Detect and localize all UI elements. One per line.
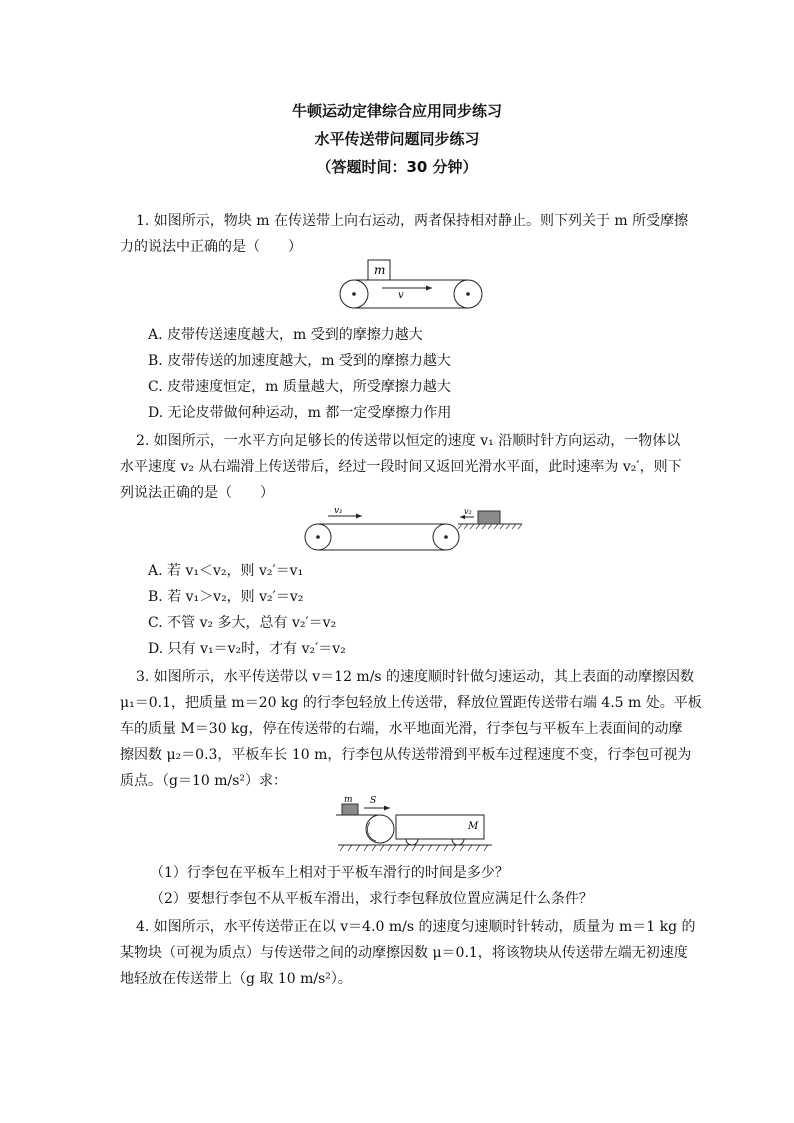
q1-option-c: C. 皮带速度恒定，m 质量越大，所受摩擦力越大 — [148, 379, 451, 395]
q1-stem-line2: 力的说法中正确的是（ ） — [120, 239, 302, 255]
q2-option-d: D. 只有 v₁＝v₂时，才有 v₂′＝v₂ — [148, 641, 346, 657]
q2-figure-conveyor — [300, 502, 530, 556]
q2-option-c: C. 不管 v₂ 多大，总有 v₂′＝v₂ — [148, 615, 337, 631]
title-time: （答题时间：30 分钟） — [316, 158, 478, 176]
q2-v1-label: v₁ — [334, 506, 343, 516]
q1-option-b: B. 皮带传送的加速度越大，m 受到的摩擦力越大 — [148, 353, 451, 369]
q3-roller — [366, 815, 394, 843]
q2-v2-label: v₂ — [464, 507, 472, 516]
q1-block-label: m — [374, 263, 386, 277]
q3-sub1: （1）行李包在平板车上相对于平板车滑行的时间是多少？ — [150, 865, 509, 881]
q3-stem-line5: 质点。（g＝10 m/s²）求： — [120, 773, 288, 789]
q1-figure-conveyor — [332, 258, 492, 314]
q3-figure-conveyor-cart — [336, 792, 494, 856]
title-main: 牛顿运动定律综合应用同步练习 — [291, 102, 502, 120]
q4-stem-line1: 4. 如图所示，水平传送带正在以 v＝4.0 m/s 的速度匀速顺时针转动，质量为 m＝1 kg 的 — [136, 919, 696, 935]
q2-stem-line2: 水平速度 v₂ 从右端滑上传送带后，经过一段时间又返回光滑水平面，此时速率为 v₂′，则下 — [120, 459, 682, 475]
q1-arrow-label: v — [398, 290, 404, 301]
q2-stem-line3: 列说法正确的是（ ） — [120, 485, 274, 501]
q2-option-a: A. 若 v₁＜v₂，则 v₂′＝v₁ — [148, 563, 304, 579]
q2-stem-line1: 2. 如图所示，一水平方向足够长的传送带以恒定的速度 v₁ 沿顺时针方向运动，一物体以 — [136, 433, 681, 449]
q3-stem-line2: μ₁＝0.1，把质量 m＝20 kg 的行李包轻放上传送带，释放位置距传送带右端 4.5 m 处。平板 — [120, 695, 702, 711]
q3-cart-label: M — [468, 821, 479, 832]
q2-block — [478, 511, 500, 524]
q1-option-a: A. 皮带传送速度越大，m 受到的摩擦力越大 — [148, 327, 423, 343]
q4-stem-line3: 地轻放在传送带上（g 取 10 m/s²）。 — [120, 971, 352, 987]
title-sub: 水平传送带问题同步练习 — [314, 130, 480, 148]
q4-stem-line2: 某物块（可视为质点）与传送带之间的动摩擦因数 μ＝0.1，将该物块从传送带左端无初速度 — [120, 945, 688, 961]
q3-sub2: （2）要想行李包不从平板车滑出，求行李包释放位置应满足什么条件？ — [150, 891, 593, 907]
q3-block — [342, 804, 358, 815]
q3-block-label: m — [344, 795, 353, 805]
q3-stem-line4: 擦因数 μ₂＝0.3，平板车长 10 m，行李包从传送带滑到平板车过程速度不变，行李包可视为 — [120, 747, 692, 763]
q2-option-b: B. 若 v₁＞v₂，则 v₂′＝v₂ — [148, 589, 304, 605]
q1-stem-line1: 1. 如图所示，物块 m 在传送带上向右运动，两者保持相对静止。则下列关于 m 所受摩擦 — [136, 213, 689, 229]
q3-stem-line3: 车的质量 M＝30 kg，停在传送带的右端，水平地面光滑，行李包与平板车上表面间的动摩 — [120, 721, 683, 737]
q1-option-d: D. 无论皮带做何种运动，m 都一定受摩擦力作用 — [148, 405, 452, 421]
q3-s-label: S — [370, 796, 377, 806]
q3-stem-line1: 3. 如图所示，水平传送带以 v＝12 m/s 的速度顺时针做匀速运动，其上表面的动摩擦因数 — [136, 669, 695, 685]
